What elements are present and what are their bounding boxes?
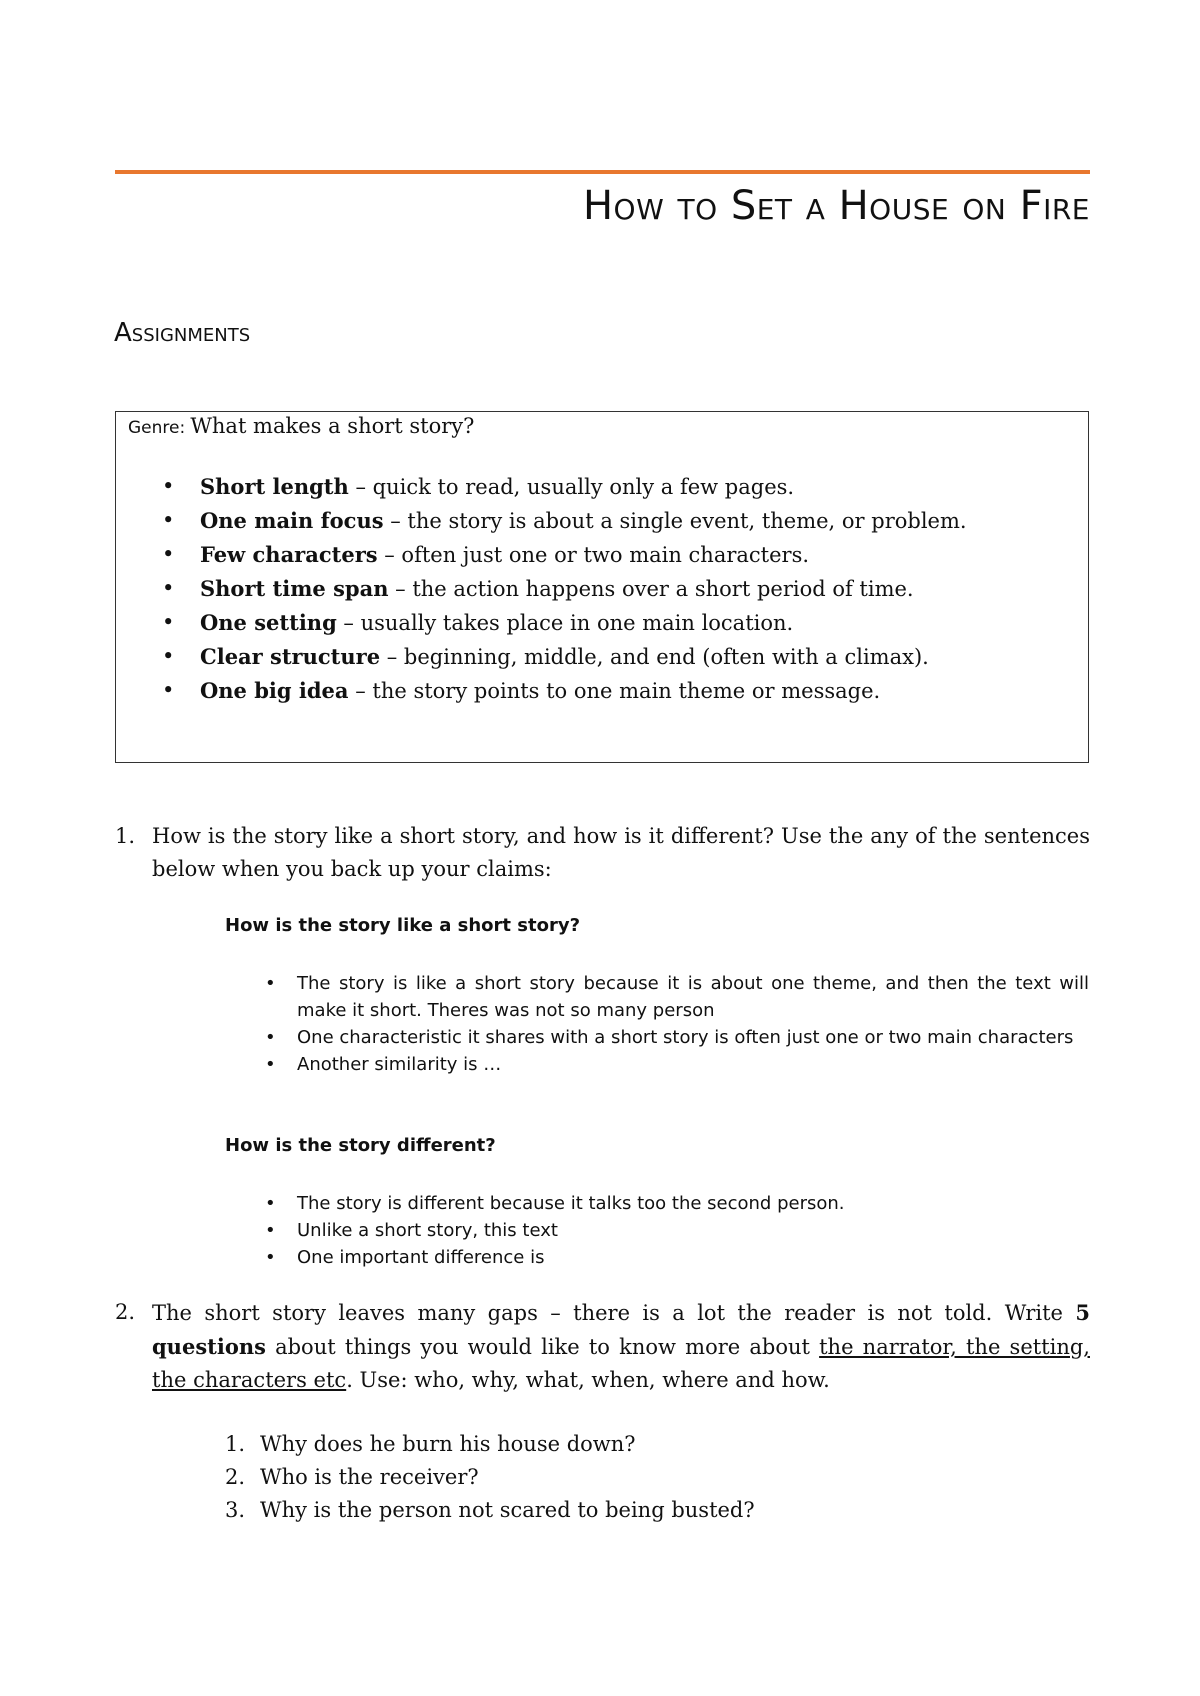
genre-item <box>200 606 1076 640</box>
question-2 <box>115 1296 1090 1397</box>
answer-item: • Another similarity is … <box>297 1051 1089 1078</box>
like-heading: How is the story like a short story? <box>225 915 581 936</box>
genre-list <box>200 470 1076 708</box>
genre-item <box>200 640 1076 674</box>
genre-item-desc: – quick to read, usually only a few pages. <box>348 475 795 499</box>
answer-item: • One important difference is <box>297 1244 1089 1271</box>
like-answers <box>297 970 1089 1078</box>
genre-item-desc: – often just one or two main characters. <box>377 543 810 567</box>
student-question-text: Why does he burn his house down? <box>260 1432 636 1456</box>
student-questions <box>225 1428 755 1527</box>
genre-label: Genre: <box>128 418 186 438</box>
genre-item-desc: – beginning, middle, and end (often with a climax). <box>380 645 929 669</box>
genre-item-term: Short time span <box>200 576 389 601</box>
genre-item <box>200 674 1076 708</box>
answer-item: • The story is different because it talks too the second person. <box>297 1190 1089 1217</box>
question-number: 1. <box>115 824 136 848</box>
student-question-text: Why is the person not scared to being busted? <box>260 1498 755 1522</box>
genre-item-desc: – the story points to one main theme or message. <box>348 679 881 703</box>
question-1 <box>115 820 1090 886</box>
question-text-start: The short story leaves many gaps – there is a lot the reader is not told. Write <box>152 1301 1076 1325</box>
genre-item <box>200 470 1076 504</box>
genre-item-term: Clear structure <box>200 644 381 669</box>
question-text-end: . Use: who, why, what, when, where and how. <box>346 1368 830 1392</box>
title-rule <box>115 170 1090 174</box>
genre-item-desc: – the action happens over a short period of time. <box>388 577 914 601</box>
document-title: How to Set a House on Fire <box>582 183 1090 229</box>
genre-item-term: One setting <box>200 610 337 635</box>
genre-item-term: One main focus <box>200 508 384 533</box>
genre-item-term: One big idea <box>200 678 349 703</box>
genre-item-term: Few characters <box>200 542 378 567</box>
diff-answers <box>297 1190 1089 1271</box>
student-question <box>225 1428 755 1461</box>
genre-item <box>200 572 1076 606</box>
diff-heading: How is the story different? <box>225 1135 496 1156</box>
question-number: 2. <box>115 1300 136 1324</box>
genre-item <box>200 538 1076 572</box>
question-text-mid: about things you would like to know more about <box>265 1335 820 1359</box>
genre-item-desc: – the story is about a single event, theme, or problem. <box>383 509 967 533</box>
student-question-number: 1. <box>225 1432 246 1456</box>
genre-box <box>115 411 1089 763</box>
genre-item <box>200 504 1076 538</box>
answer-item: • One characteristic it shares with a short story is often just one or two main characters <box>297 1024 1089 1051</box>
answer-item: • The story is like a short story because it is about one theme, and then the text will make it short. Theres was not so many person <box>297 970 1089 1024</box>
student-question <box>225 1461 755 1494</box>
question-text-underline: the narrator, the setting, the characters etc <box>152 1335 1090 1392</box>
genre-item-term: Short length <box>200 474 349 499</box>
genre-question: What makes a short story? <box>190 414 475 438</box>
genre-header <box>128 414 474 438</box>
student-question-text: Who is the receiver? <box>260 1465 479 1489</box>
student-question-number: 2. <box>225 1465 246 1489</box>
genre-item-desc: – usually takes place in one main location. <box>336 611 794 635</box>
question-text: How is the story like a short story, and how is it different? Use the any of the sentences below when you back up your claims: <box>152 824 1090 881</box>
section-heading: Assignments <box>114 318 251 348</box>
question-text <box>152 1296 1090 1397</box>
student-question-number: 3. <box>225 1498 246 1522</box>
question-text-bold: 5 questions <box>152 1300 1090 1359</box>
answer-item: • Unlike a short story, this text <box>297 1217 1089 1244</box>
student-question <box>225 1494 755 1527</box>
